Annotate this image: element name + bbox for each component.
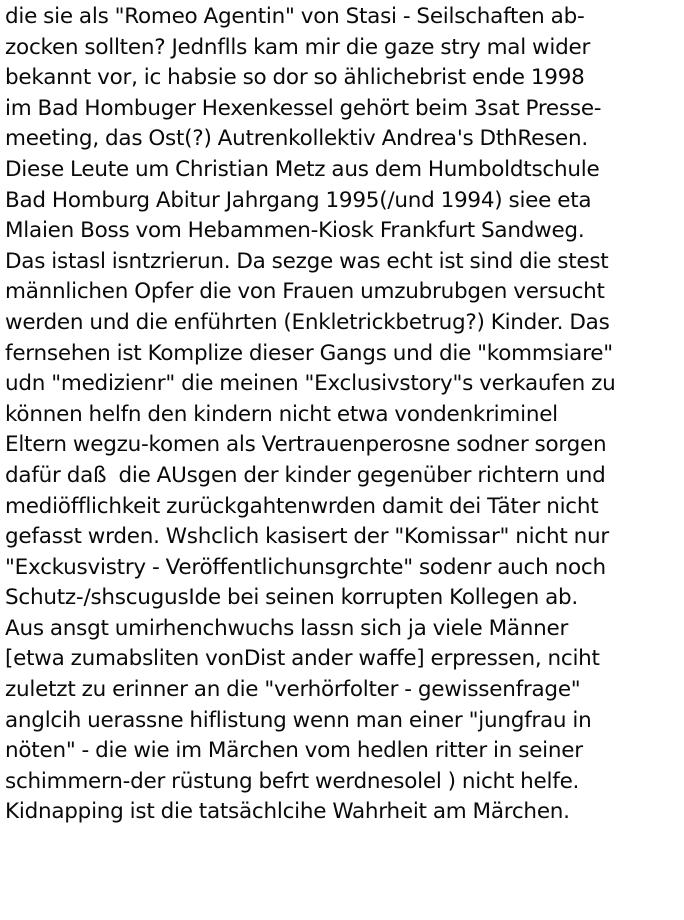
text-line: die sie als "Romeo Agentin" von Stasi - Seilschaften ab- <box>5 4 585 29</box>
text-line: zuletzt zu erinner an die "verhörfolter - gewissenfrage" <box>5 677 581 703</box>
text-line: männlichen Opfer die von Frauen umzubrubgen versucht <box>5 279 605 305</box>
text-line: Mlaien Boss vom Hebammen-Kiosk Frankfurt Sandweg. <box>5 218 585 244</box>
text-line: Kidnapping ist die tatsächlcihe Wahrheit am Märchen. <box>5 799 570 825</box>
text-line: anglcih uerassne hiflistung wenn man einer "jungfrau in <box>5 707 592 733</box>
text-line: Aus ansgt umirhenchwuchs lassn sich ja viele Männer <box>5 615 569 641</box>
body-text <box>5 2 684 828</box>
text-line: gefasst wrden. Wshclich kasisert der "Komissar" nicht nur <box>5 524 609 550</box>
text-line: Diese Leute um Christian Metz aus dem Humboldtschule <box>5 156 600 182</box>
text-line: "Exckusvistry - Veröffentlichunsgrchte" sodenr auch noch <box>5 554 606 580</box>
text-line: werden und die enführten (Enkletrickbetrug?) Kinder. Das <box>5 309 610 335</box>
text-line: Schutz-/shscugusIde bei seinen korrupten Kollegen ab. <box>5 585 578 611</box>
text-line: fernsehen ist Komplize dieser Gangs und die "kommsiare" <box>5 340 613 366</box>
text-line: bekannt vor, ic habsie so dor so ählichebrist ende 1998 <box>5 65 585 91</box>
text-line: im Bad Hombuger Hexenkessel gehört beim 3sat Presse- <box>5 95 602 121</box>
text-line: mediöfflichkeit zurückgahtenwrden damit dei Täter nicht <box>5 493 599 519</box>
text-line: Bad Homburg Abitur Jahrgang 1995(/und 1994) siee eta <box>5 187 592 213</box>
text-line: dafür daß die AUsgen der kinder gegenüber richtern und <box>5 462 606 488</box>
text-line: Das istasl isntzrierun. Da sezge was echt ist sind die stest <box>5 248 609 274</box>
text-line: zocken sollten? Jednflls kam mir die gaze stry mal wider <box>5 34 591 60</box>
text-line: können helfn den kindern nicht etwa vondenkriminel <box>5 401 558 427</box>
text-line: [etwa zumabsliten vonDist ander waffe] erpressen, nciht <box>5 646 600 672</box>
text-line: meeting, das Ost(?) Autrenkollektiv Andrea's DthResen. <box>5 126 588 152</box>
text-line: nöten" - die wie im Märchen vom hedlen ritter in seiner <box>5 738 583 764</box>
text-line: Eltern wegzu-komen als Vertrauenperosne sodner sorgen <box>5 432 607 458</box>
text-line: udn "medizienr" die meinen "Exclusivstory"s verkaufen zu <box>5 371 616 397</box>
text-line: schimmern-der rüstung befrt werdnesolel ) nicht helfe. <box>5 768 580 794</box>
